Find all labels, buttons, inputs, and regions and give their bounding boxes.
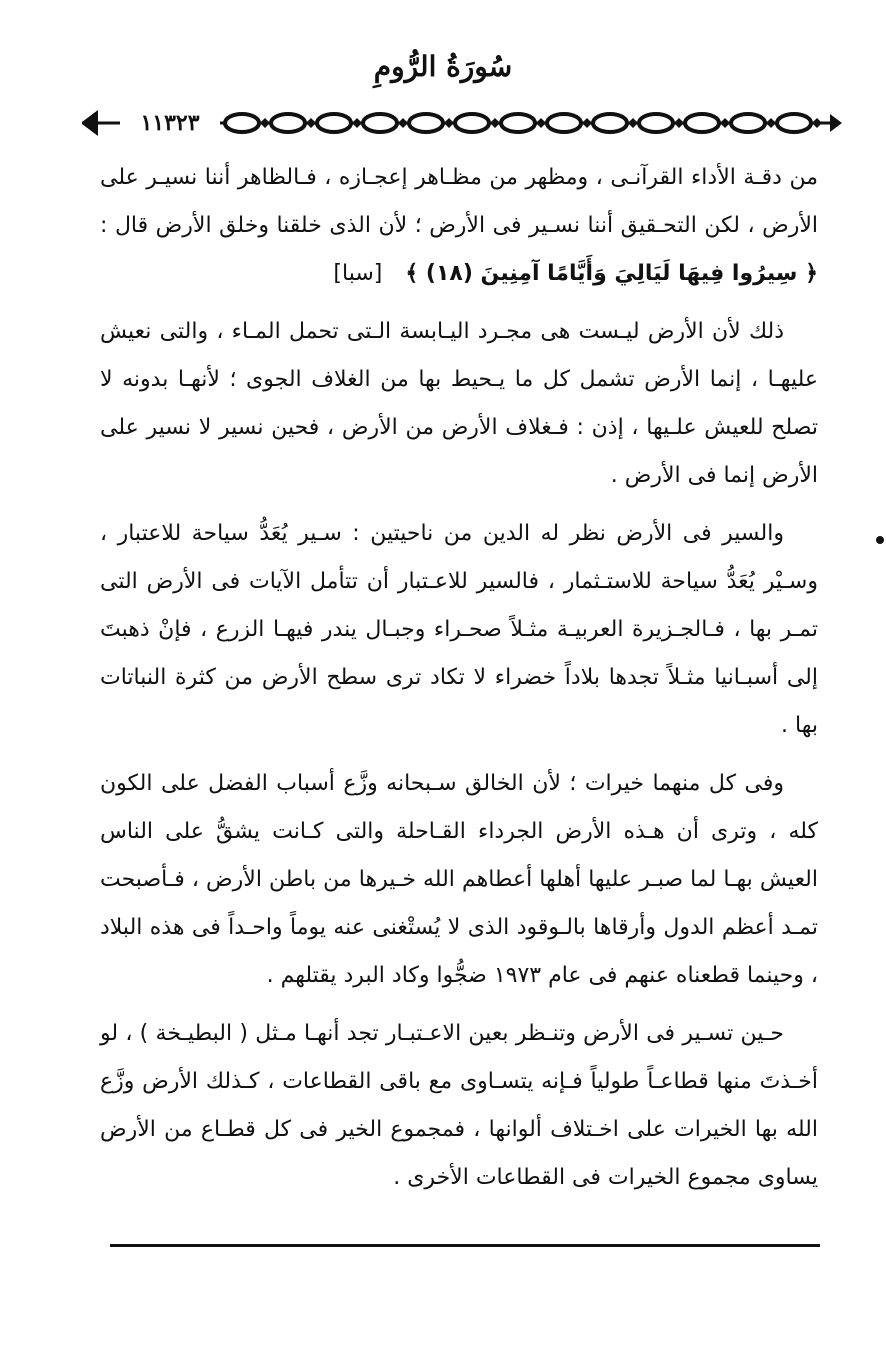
paragraph-1-text: من دقـة الأداء القرآنـى ، ومظهر من مظـاهر إعجـازه ، فـالظاهر أننا نسيـر على الأرض ، لكن التحـقيق أننا نسـير فى الأرض ؛ لأن الذى خلقنا وخلق الأرض قال :	[100, 165, 818, 238]
surah-title: سُورَةُ الرُّومِ	[373, 50, 513, 83]
verse-reference: [سبا]	[333, 261, 383, 286]
page-body	[100, 154, 818, 1212]
quran-verse: ﴿ سِيرُوا فِيهَا لَيَالِيَ وَأَيَّامًا آمِنِينَ (١٨) ﴾	[405, 261, 818, 286]
paragraph-5: حـين تسـير فى الأرض وتنـظر بعين الاعـتبـار تجد أنهـا مـثل ( البطيـخة ) ، لو أخـذتَ منها قطاعـاً طولياً فـإنه يتسـاوى مع باقى القطاعات ، كـذلك الأرض وزَّع الله بها الخيرات على اخـتلاف ألوانها ، فمجموع الخير فى كل قطـاع من الأرض يساوى مجموع الخيرات فى القطاعات الأخرى .	[100, 1021, 818, 1190]
paragraph-4: وفى كل منهما خيرات ؛ لأن الخالق سـبحانه وزَّع أسباب الفضل على الكون كله ، وترى أن هـذه الأرض الجرداء القـاحلة والتى كـانت يشقُّ على الناس العيش بهـا لما صبـر عليها أهلها أعطاهم الله خـيرها من باطن الأرض ، فـأصبحت تمـد أعظم الدول وأرقاها بالـوقود الذى لا يُستْغنى عنه يوماً واحـداً فى هذه البلاد ، وحينما قطعناه عنهم فى عام ١٩٧٣ ضجُّوا وكاد البرد يقتلهم .	[100, 771, 818, 988]
paragraph-2: ذلك لأن الأرض ليـست هى مجـرد اليـابسة الـتى تحمل المـاء ، والتى نعيش عليهـا ، إنما الأرض تشمل كل ما يـحيط بها من الغلاف الجوى ؛ لأنهـا بدونه لا تصلح للعيش علـيها ، إذن : فـغلاف الأرض من الأرض ، فحين نسير لا نسير على الأرض إنما فى الأرض .	[100, 319, 818, 488]
paragraph-1	[100, 154, 818, 298]
footer-rule	[110, 1244, 820, 1247]
margin-dot	[876, 536, 884, 544]
page-number: ١١٣٢٣	[120, 110, 220, 136]
paragraph-3: والسير فى الأرض نظر له الدين من ناحيتين : سـير يُعَدُّ سياحة للاعتبار ، وسـيْر يُعَدُّ سياحة للاستـثمار ، فالسير للاعـتبار أن تتأمل الآيات فى الأرض التى تمـر بها ، فـالجـزيرة العربيـة مثـلاً صحـراء وجبـال يندر فيهـا الزرع ، فإنْ ذهبتَ إلى أسبـانيا مثـلاً تجدها بلاداً خضراء لا تكاد ترى سطح الأرض من كثرة النباتات بها .	[100, 521, 818, 738]
